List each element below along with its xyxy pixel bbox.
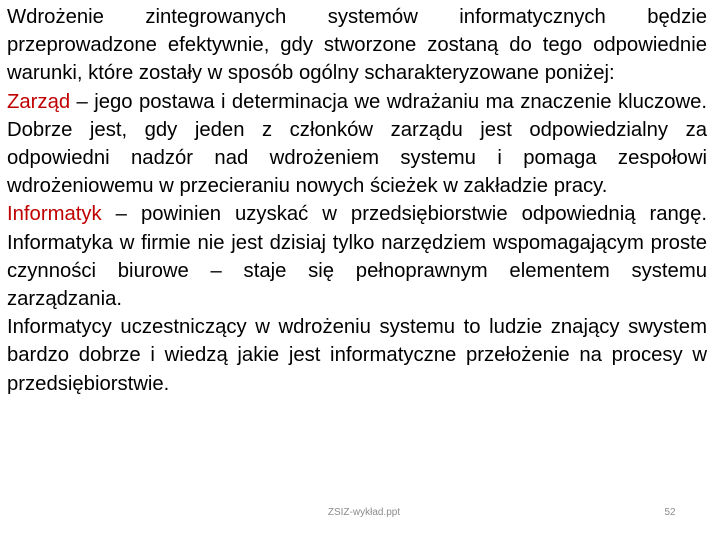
zarzad-term: Zarząd <box>7 90 71 113</box>
footer-page-number: 52 <box>664 507 676 518</box>
zarzad-paragraph <box>7 88 707 201</box>
informatycy-paragraph: Informatycy uczestniczący w wdrożeniu systemu to ludzie znający swystem bardzo dobrze i wiedzą jakie jest informatyczne przełożenie na procesy w przedsiębiorstwie. <box>7 316 707 395</box>
informatyk-text: – powinien uzyskać w przedsiębiorstwie odpowiednią rangę. Informatyka w firmie nie jest dzisiaj tylko narzędziem wspomagającym proste czynności biurowe – staje się pełnoprawnym elementem systemu zarządzania. <box>7 203 707 311</box>
informatyk-term: Informatyk <box>7 203 102 226</box>
slide-body <box>7 3 707 398</box>
intro-paragraph: Wdrożenie zintegrowanych systemów informatycznych będzie przeprowadzone efektywnie, gdy stworzone zostaną do tego odpowiednie warunki, które zostały w sposób ogólny scharakteryzowane poniżej: <box>7 6 707 85</box>
zarzad-text: – jego postawa i determinacja we wdrażaniu ma znaczenie kluczowe. Dobrze jest, gdy jeden z członków zarządu jest odpowiedzialny za odpowiedni nadzór nad wdrożeniem systemu i pomaga zespołowi wdrożeniowemu w przecieraniu nowych ścieżek w zakładzie pracy. <box>7 90 707 198</box>
footer-source-label: ZSIZ-wykład.ppt <box>327 507 401 518</box>
informatyk-paragraph <box>7 200 707 313</box>
